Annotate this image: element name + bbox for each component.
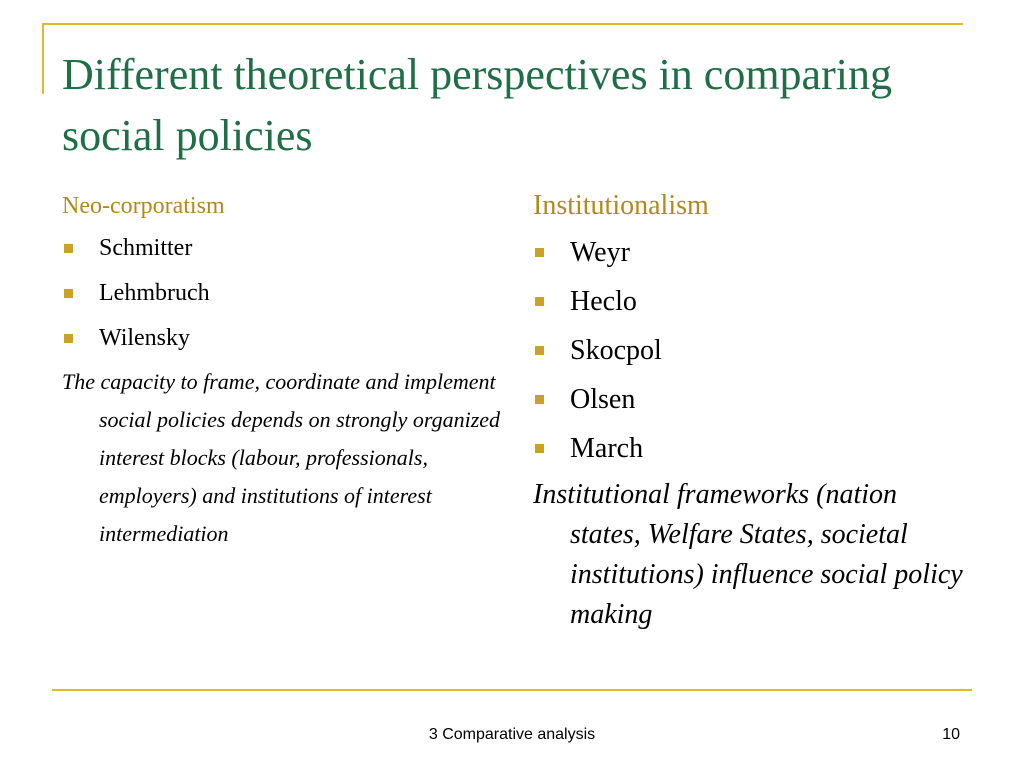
- left-heading: Neo-corporatism: [62, 193, 225, 219]
- list-item-label: Olsen: [570, 384, 636, 415]
- footer-caption: 3 Comparative analysis: [428, 726, 596, 743]
- list-item-label: Skocpol: [570, 335, 662, 366]
- square-bullet-icon: [535, 395, 544, 404]
- list-item-label: March: [570, 433, 644, 464]
- slide-title: Different theoretical perspectives in comparing social policies: [62, 50, 892, 160]
- frame-left-line: [42, 23, 44, 94]
- list-item: [62, 226, 502, 271]
- right-name-list: [533, 228, 963, 473]
- right-description: Institutional frameworks (nation states, Welfare States, societal institutions) influence social policy making: [533, 479, 963, 630]
- list-item: [533, 326, 963, 375]
- square-bullet-icon: [535, 248, 544, 257]
- list-item: [533, 228, 963, 277]
- left-column: [62, 186, 502, 553]
- list-item: [533, 424, 963, 473]
- right-column: [533, 184, 963, 635]
- square-bullet-icon: [64, 289, 73, 298]
- list-item-label: Lehmbruch: [99, 280, 210, 306]
- list-item-label: Weyr: [570, 237, 630, 268]
- square-bullet-icon: [535, 444, 544, 453]
- list-item: [533, 277, 963, 326]
- list-item: [62, 316, 502, 361]
- list-item-label: Schmitter: [99, 235, 193, 261]
- square-bullet-icon: [64, 244, 73, 253]
- frame-top-line: [42, 23, 963, 25]
- left-description: The capacity to frame, coordinate and implement social policies depends on strongly organized interest blocks (labour, professionals, employers) and institutions of interest intermediation: [62, 369, 501, 546]
- page-number: 10: [942, 726, 960, 743]
- square-bullet-icon: [535, 297, 544, 306]
- right-heading: Institutionalism: [533, 190, 709, 221]
- square-bullet-icon: [64, 334, 73, 343]
- left-name-list: [62, 226, 502, 361]
- list-item: [533, 375, 963, 424]
- footer-divider: [52, 689, 972, 691]
- square-bullet-icon: [535, 346, 544, 355]
- list-item-label: Wilensky: [99, 325, 191, 351]
- list-item-label: Heclo: [570, 286, 637, 317]
- list-item: [62, 271, 502, 316]
